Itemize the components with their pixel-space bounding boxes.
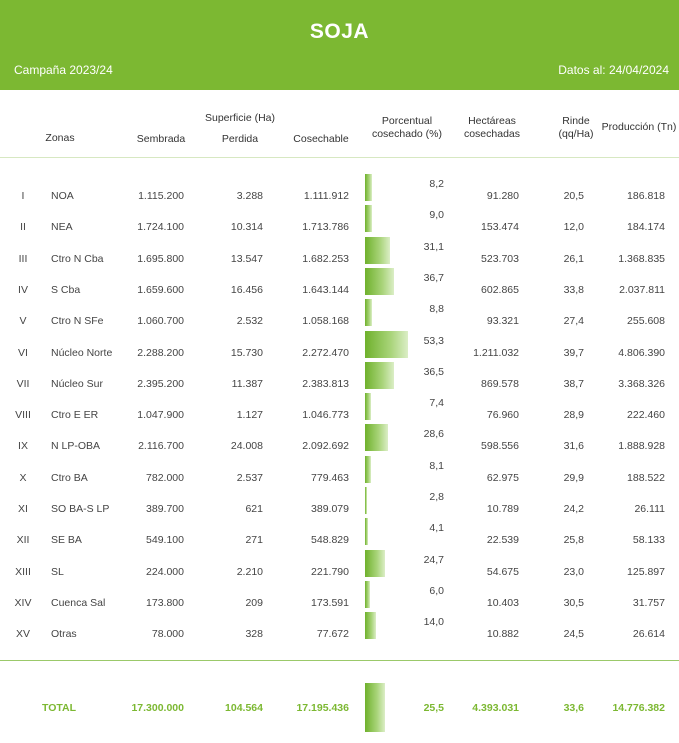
row-number: XIV [14, 596, 32, 609]
header-produccion: Producción (Tn) [601, 121, 677, 133]
percent-label: 8,1 [429, 459, 444, 472]
data-date-label: Datos al: 24/04/2024 [558, 63, 669, 77]
cell-perdida: 271 [245, 534, 263, 547]
cell-rinde: 26,1 [563, 252, 584, 265]
cell-produccion: 4.806.390 [618, 346, 665, 359]
row-number: VI [18, 346, 28, 359]
header-rinde-1: Rinde [562, 115, 590, 127]
zone-name: Núcleo Sur [51, 377, 103, 390]
percent-label: 36,7 [423, 271, 444, 284]
cell-hectareas: 10.789 [486, 503, 519, 515]
header-divider [0, 157, 679, 158]
harvest-percent-bar [365, 205, 372, 232]
cell-hectareas: 523.703 [481, 252, 519, 265]
cell-produccion: 3.368.326 [618, 377, 665, 390]
row-number: IX [18, 440, 28, 453]
page-title: SOJA [309, 20, 370, 43]
row-number: XV [15, 628, 30, 641]
cell-cosechable: 2.092.692 [302, 440, 349, 453]
cell-cosechable: 77.672 [316, 628, 349, 641]
cell-rinde: 39,7 [563, 346, 584, 359]
cell-sembrada: 1.047.900 [137, 409, 184, 422]
zone-name: Núcleo Norte [51, 346, 113, 359]
cell-sembrada: 1.724.100 [137, 221, 184, 234]
cell-rinde: 33,8 [563, 283, 584, 296]
cell-hectareas: 598.556 [481, 440, 519, 453]
cell-sembrada: 1.659.600 [137, 283, 184, 296]
row-number: I [21, 190, 25, 202]
harvest-percent-bar [365, 581, 370, 608]
cell-perdida: 2.537 [236, 471, 263, 484]
cell-cosechable: 1.643.144 [302, 283, 349, 296]
cell-perdida: 10.314 [230, 221, 263, 234]
row-number: III [18, 252, 28, 265]
total-divider [0, 660, 679, 661]
row-number: V [19, 315, 27, 328]
cell-cosechable: 1.046.773 [302, 409, 349, 422]
cell-perdida: 2.210 [236, 565, 263, 578]
harvest-percent-bar [365, 518, 368, 545]
cell-cosechable: 548.829 [311, 534, 349, 547]
cell-rinde: 24,5 [563, 628, 584, 641]
harvest-percent-bar [365, 237, 390, 264]
zone-name: NOA [51, 190, 74, 202]
cell-sembrada: 1.060.700 [137, 315, 184, 328]
cell-sembrada: 78.000 [151, 628, 184, 641]
cell-produccion: 1.888.928 [618, 440, 665, 453]
cell-produccion: 186.818 [627, 190, 665, 202]
campaign-label: Campaña 2023/24 [14, 63, 113, 77]
percent-label: 4,1 [429, 522, 444, 535]
cell-cosechable: 389.079 [311, 503, 349, 515]
percent-label: 28,6 [423, 428, 444, 441]
percent-label: 8,2 [429, 178, 444, 190]
cell-sembrada: 1.695.800 [137, 252, 184, 265]
cell-perdida: 16.456 [230, 283, 263, 296]
zone-name: S Cba [51, 283, 81, 296]
cell-cosechable: 221.790 [311, 565, 349, 578]
cell-perdida: 11.387 [231, 377, 263, 390]
percent-label: 8,8 [429, 303, 444, 316]
total-label: TOTAL [42, 702, 77, 714]
header-rinde-2: (qq/Ha) [558, 128, 594, 140]
harvest-percent-bar [365, 393, 371, 420]
cell-produccion: 1.368.835 [618, 252, 665, 265]
cell-produccion: 184.174 [627, 221, 665, 234]
zone-name: Ctro BA [51, 471, 88, 484]
header-sembrada: Sembrada [136, 133, 186, 145]
harvest-percent-bar [365, 331, 408, 358]
cell-perdida: 13.547 [230, 252, 263, 265]
cell-perdida: 2.532 [236, 315, 263, 328]
cell-sembrada: 2.288.200 [137, 346, 184, 359]
cell-rinde: 23,0 [563, 565, 584, 578]
cell-perdida: 15.730 [230, 346, 263, 359]
zone-name: SL [51, 565, 64, 578]
harvest-percent-bar [365, 299, 372, 326]
cell-rinde: 20,5 [563, 190, 584, 202]
harvest-percent-bar [365, 612, 376, 639]
zone-name: N LP-OBA [51, 440, 101, 453]
cell-rinde: 29,9 [563, 471, 584, 484]
cell-cosechable: 1.682.253 [302, 252, 349, 265]
cell-sembrada: 173.800 [146, 596, 184, 609]
harvest-percent-bar [365, 362, 394, 389]
cell-rinde: 25,8 [563, 534, 584, 547]
harvest-percent-bar [365, 550, 385, 577]
row-number: VIII [15, 409, 31, 422]
cell-sembrada: 2.395.200 [137, 377, 184, 390]
header-perdida: Perdida [221, 133, 259, 145]
header-porcentual-2: cosechado (%) [371, 128, 443, 140]
zone-name: Ctro N Cba [51, 252, 104, 265]
cell-rinde: 30,5 [563, 596, 584, 609]
zone-name: SO BA-S LP [51, 503, 110, 515]
cell-sembrada: 389.700 [146, 503, 184, 515]
zone-name: Cuenca Sal [51, 596, 106, 609]
cell-hectareas: 76.960 [486, 409, 519, 422]
total-rinde: 33,6 [563, 702, 584, 714]
row-number: X [19, 471, 27, 484]
cell-hectareas: 10.882 [486, 628, 519, 641]
header-hectareas-1: Hectáreas [468, 115, 516, 127]
row-number: II [20, 221, 26, 234]
cell-rinde: 24,2 [563, 503, 584, 515]
cell-cosechable: 2.383.813 [302, 377, 349, 390]
zone-name: Ctro N SFe [51, 315, 104, 328]
title-banner [0, 0, 679, 90]
cell-cosechable: 2.272.470 [302, 346, 349, 359]
cell-produccion: 31.757 [632, 596, 665, 609]
cell-rinde: 12,0 [563, 221, 584, 234]
cell-produccion: 2.037.811 [619, 283, 665, 296]
cell-rinde: 27,4 [563, 315, 584, 328]
total-sembrada: 17.300.000 [131, 702, 184, 714]
cell-perdida: 1.127 [236, 409, 263, 422]
cell-produccion: 125.897 [627, 565, 665, 578]
cell-hectareas: 602.865 [481, 283, 519, 296]
cell-sembrada: 224.000 [146, 565, 184, 578]
cell-perdida: 328 [245, 628, 263, 641]
header-zonas: Zonas [45, 132, 75, 144]
cell-produccion: 26.614 [632, 628, 665, 641]
row-number: XI [18, 503, 28, 515]
zone-name: Ctro E ER [51, 409, 99, 422]
cell-rinde: 28,9 [563, 409, 584, 422]
cell-sembrada: 782.000 [146, 471, 184, 484]
percent-label: 7,4 [429, 397, 444, 410]
cell-hectareas: 62.975 [486, 471, 519, 484]
cell-rinde: 31,6 [563, 440, 584, 453]
harvest-percent-bar [365, 268, 394, 295]
harvest-percent-bar [365, 487, 367, 514]
cell-hectareas: 10.403 [486, 596, 519, 609]
cell-cosechable: 1.111.912 [303, 190, 349, 202]
percent-label: 31,1 [423, 240, 444, 253]
percent-label: 24,7 [423, 553, 444, 566]
cell-cosechable: 173.591 [311, 596, 349, 609]
cell-hectareas: 22.539 [486, 534, 519, 547]
cell-produccion: 188.522 [627, 471, 665, 484]
cell-sembrada: 2.116.700 [138, 440, 184, 453]
cell-hectareas: 54.675 [486, 565, 519, 578]
cell-perdida: 209 [245, 596, 263, 609]
cell-cosechable: 1.713.786 [302, 221, 349, 234]
cell-cosechable: 1.058.168 [302, 315, 349, 328]
cell-produccion: 58.133 [632, 534, 665, 547]
percent-label: 6,0 [429, 584, 444, 597]
harvest-percent-bar [365, 424, 388, 451]
header-hectareas-2: cosechadas [463, 128, 521, 140]
header-superficie: Superficie (Ha) [204, 112, 276, 124]
cell-hectareas: 153.474 [481, 221, 519, 234]
row-number: IV [18, 283, 28, 296]
percent-label: 2,8 [429, 491, 444, 503]
percent-label: 14,0 [423, 616, 444, 629]
total-produccion: 14.776.382 [612, 702, 665, 714]
cell-hectareas: 93.321 [486, 315, 519, 328]
cell-hectareas: 91.280 [486, 190, 519, 202]
zone-name: Otras [51, 628, 77, 641]
percent-label: 53,3 [423, 334, 444, 347]
cell-sembrada: 549.100 [146, 534, 184, 547]
cell-produccion: 26.111 [634, 503, 665, 515]
total-cosechable: 17.195.436 [296, 702, 349, 714]
cell-produccion: 222.460 [627, 409, 665, 422]
cell-sembrada: 1.115.200 [138, 190, 184, 202]
cell-rinde: 38,7 [563, 377, 584, 390]
zone-name: SE BA [51, 534, 82, 547]
zone-name: NEA [51, 221, 73, 234]
percent-label: 36,5 [423, 365, 444, 378]
row-number: XII [16, 534, 30, 547]
cell-perdida: 3.288 [236, 190, 263, 202]
harvest-percent-bar [365, 456, 371, 483]
cell-hectareas: 869.578 [481, 377, 519, 390]
cell-perdida: 24.008 [230, 440, 263, 453]
cell-hectareas: 1.211.032 [473, 346, 519, 359]
row-number: VII [16, 377, 30, 390]
header-cosechable: Cosechable [293, 133, 349, 145]
harvest-percent-bar [365, 174, 372, 201]
total-harvest-percent-bar [365, 683, 385, 732]
cell-perdida: 621 [245, 503, 263, 515]
percent-label: 9,0 [429, 209, 444, 222]
cell-produccion: 255.608 [627, 315, 665, 328]
total-percent-label: 25,5 [423, 702, 444, 714]
row-number: XIII [15, 565, 31, 578]
total-perdida: 104.564 [225, 702, 263, 714]
total-hectareas: 4.393.031 [472, 702, 519, 714]
header-porcentual-1: Porcentual [381, 115, 433, 127]
cell-cosechable: 779.463 [311, 471, 349, 484]
